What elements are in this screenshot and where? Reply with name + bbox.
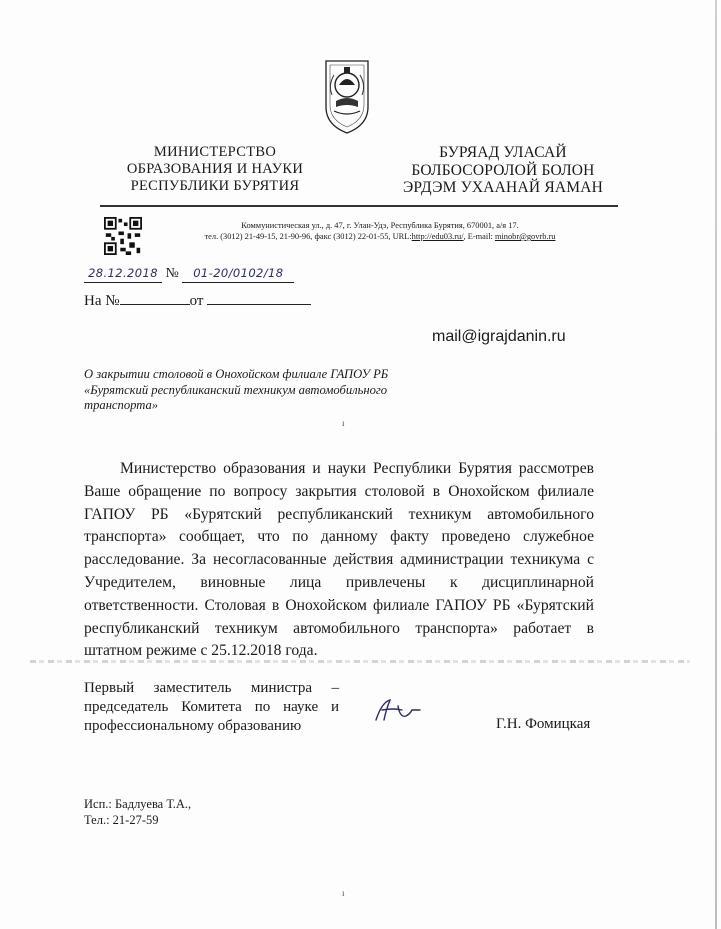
signatory-title: Первый заместитель министра – председатель Комитета по науке и профессиональному образованию [84, 680, 339, 734]
buryatia-coat-of-arms-icon [322, 55, 372, 135]
registration-number: 01-20/0102/18 [193, 266, 284, 280]
letter-subject: О закрытии столовой в Онохойском филиале ГАПОУ РБ «Бурятский республиканский техникум автомобильного транспорта» [84, 367, 389, 412]
executor-info [84, 796, 191, 828]
contact-address [150, 220, 610, 242]
phones-text: тел. (3012) 21-49-15, 21-90-96, факс (3012) 22-01-55, URL: [204, 232, 412, 241]
signatory-name: Г.Н. Фомицкая [496, 716, 591, 732]
email-label: , E-mail: [463, 232, 495, 241]
scan-artifact [30, 660, 690, 663]
ministry-email-link[interactable]: minobr@govrb.ru [494, 232, 556, 241]
ministry-name-line: МИНИСТЕРСТВО [153, 144, 277, 160]
scan-mark: ı [342, 888, 345, 898]
scan-mark: ı [342, 418, 345, 428]
ministry-name-line: БУРЯАД УЛАСАЙ [439, 144, 567, 161]
from-label: от [189, 293, 204, 309]
ministry-name-line: БОЛБОСОРОЛОЙ БОЛОН [411, 161, 595, 179]
ministry-name-line: ЭРДЭМ УХААНАЙ ЯАМАН [402, 179, 604, 196]
reference-line [84, 290, 311, 310]
ministry-name-buryat [388, 144, 618, 197]
registration-date: 28.12.2018 [88, 266, 158, 280]
reference-number-field [120, 290, 190, 305]
website-link[interactable]: http://edu03.ru/ [411, 232, 464, 241]
contacts-line [150, 231, 610, 242]
recipient-email: mail@igrajdanin.ru [432, 328, 566, 345]
registration-date-field [84, 266, 162, 283]
number-label: № [165, 266, 179, 281]
executor-phone: Тел.: 21-27-59 [84, 813, 159, 827]
reference-date-field [207, 290, 311, 305]
handwritten-signature-icon [372, 696, 424, 726]
qr-code-icon [104, 217, 142, 255]
registration-number-field [182, 266, 294, 283]
ministry-name-line: РЕСПУБЛИКИ БУРЯТИЯ [130, 178, 300, 194]
address-line: Коммунистическая ул., д. 47, г. Улан-Удэ, Республика Бурятия, 670001, а/я 17. [241, 221, 519, 230]
ministry-name-russian [100, 144, 330, 195]
registration-date-line [84, 266, 294, 283]
header-divider [100, 205, 618, 207]
ministry-name-line: ОБРАЗОВАНИЯ И НАУКИ [126, 161, 304, 177]
scan-edge [715, 0, 717, 929]
executor-name: Исп.: Бадлуева Т.А., [84, 797, 192, 811]
letter-body: Министерство образования и науки Республики Бурятия рассмотрев Ваше обращение по вопросу закрытия столовой в Онохойском филиале ГАПОУ РБ «Бурятский республиканский техникум автомобильного транспорта» сообщает, что по данному факту проведено служебное расследование. За несогласованные действия администрации техникума с Учредителем, виновные лица привлечены к дисциплинарной ответственности. Столовая в Онохойском филиале ГАПОУ РБ «Бурятский республиканский техникум автомобильного транспорта» работает в штатном режиме с 25.12.2018 года. [84, 460, 594, 660]
reference-label: На № [84, 293, 120, 309]
